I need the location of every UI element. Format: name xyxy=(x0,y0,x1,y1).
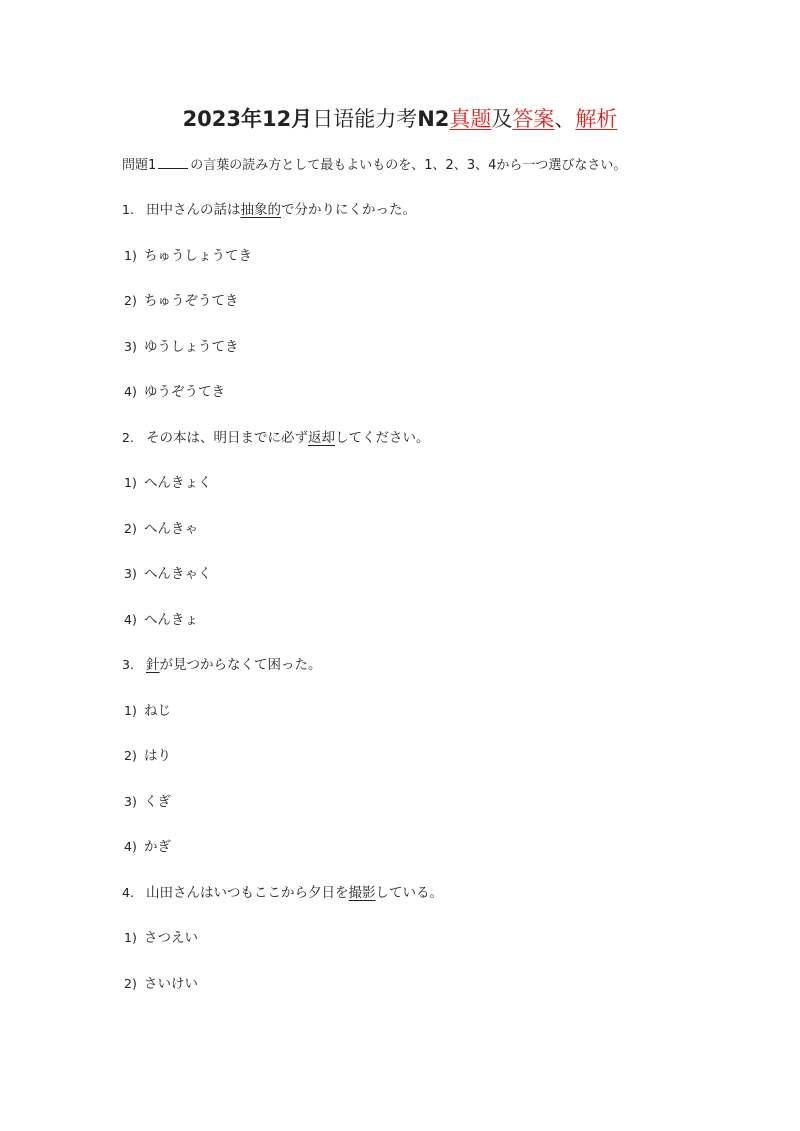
option-text: ゆうしょうてき xyxy=(144,339,239,355)
option-label: 1) xyxy=(124,930,137,945)
option-1-1[interactable] xyxy=(124,246,252,266)
question-text-pre: 山田さんはいつもここから夕日を xyxy=(146,885,349,901)
title-comma: 、 xyxy=(554,107,576,131)
option-label: 4) xyxy=(124,839,137,854)
option-2-1[interactable] xyxy=(124,473,212,493)
question-number: 1. xyxy=(122,202,134,217)
option-text: ちゅうぞうてき xyxy=(144,293,239,309)
option-text: かぎ xyxy=(144,839,171,855)
option-text: くぎ xyxy=(144,794,171,810)
instruction xyxy=(122,155,626,176)
question-2 xyxy=(122,428,430,448)
option-2-2[interactable] xyxy=(124,519,198,539)
question-target-word: 針 xyxy=(146,657,160,673)
option-1-4[interactable] xyxy=(124,382,225,402)
instruction-blank xyxy=(158,155,188,169)
question-target-word: 返却 xyxy=(308,430,335,446)
option-1-2[interactable] xyxy=(124,291,239,311)
question-3 xyxy=(122,655,322,675)
title-date: 2023年12月 xyxy=(182,107,313,131)
option-text: へんきゃく xyxy=(144,566,212,582)
option-text: さつえい xyxy=(144,930,198,946)
title-exam: 日语能力考 xyxy=(312,107,418,131)
option-label: 3) xyxy=(124,566,137,581)
option-label: 4) xyxy=(124,384,137,399)
option-text: はり xyxy=(144,748,171,764)
question-number: 2. xyxy=(122,430,134,445)
title-link-analysis[interactable]: 解析 xyxy=(575,107,618,131)
option-label: 1) xyxy=(124,475,137,490)
document-title xyxy=(0,104,800,134)
title-link-exam[interactable]: 真题 xyxy=(449,107,492,131)
instruction-prefix: 問題1 xyxy=(122,158,157,173)
option-text: ねじ xyxy=(144,703,171,719)
option-3-3[interactable] xyxy=(124,792,171,812)
title-link-answers[interactable]: 答案 xyxy=(512,107,555,131)
question-text-pre: その本は、明日までに必ず xyxy=(146,430,308,446)
option-4-2[interactable] xyxy=(124,974,198,994)
option-label: 4) xyxy=(124,612,137,627)
option-3-2[interactable] xyxy=(124,746,171,766)
question-text-post: が見つからなくて困った。 xyxy=(159,657,322,673)
option-text: へんきょく xyxy=(144,475,212,491)
option-label: 3) xyxy=(124,794,137,809)
option-label: 2) xyxy=(124,521,137,536)
option-label: 2) xyxy=(124,748,137,763)
title-and: 及 xyxy=(491,107,513,131)
question-1 xyxy=(122,200,416,220)
option-text: ちゅうしょうてき xyxy=(144,248,252,264)
question-text-post: で分かりにくかった。 xyxy=(281,202,416,218)
option-label: 2) xyxy=(124,976,137,991)
question-4 xyxy=(122,883,443,903)
option-1-3[interactable] xyxy=(124,337,239,357)
option-2-3[interactable] xyxy=(124,564,212,584)
option-3-4[interactable] xyxy=(124,837,171,857)
instruction-text: の言葉の読み方として最もよいものを、1、2、3、4から一つ選びなさい。 xyxy=(190,158,627,173)
option-text: へんきょ xyxy=(144,612,198,628)
option-label: 3) xyxy=(124,339,137,354)
option-3-1[interactable] xyxy=(124,701,171,721)
option-2-4[interactable] xyxy=(124,610,198,630)
option-text: ゆうぞうてき xyxy=(144,384,225,400)
question-text-pre: 田中さんの話は xyxy=(146,202,241,218)
question-text-post: してください。 xyxy=(335,430,430,446)
question-target-word: 抽象的 xyxy=(240,202,281,218)
question-number: 3. xyxy=(122,657,134,672)
question-target-word: 撮影 xyxy=(348,885,376,901)
question-number: 4. xyxy=(122,885,134,900)
title-level: N2 xyxy=(417,107,450,131)
option-text: さいけい xyxy=(144,976,198,992)
option-label: 1) xyxy=(124,703,137,718)
option-text: へんきゃ xyxy=(144,521,198,537)
option-4-1[interactable] xyxy=(124,928,198,948)
option-label: 1) xyxy=(124,248,137,263)
option-label: 2) xyxy=(124,293,137,308)
question-text-post: している。 xyxy=(375,885,443,901)
